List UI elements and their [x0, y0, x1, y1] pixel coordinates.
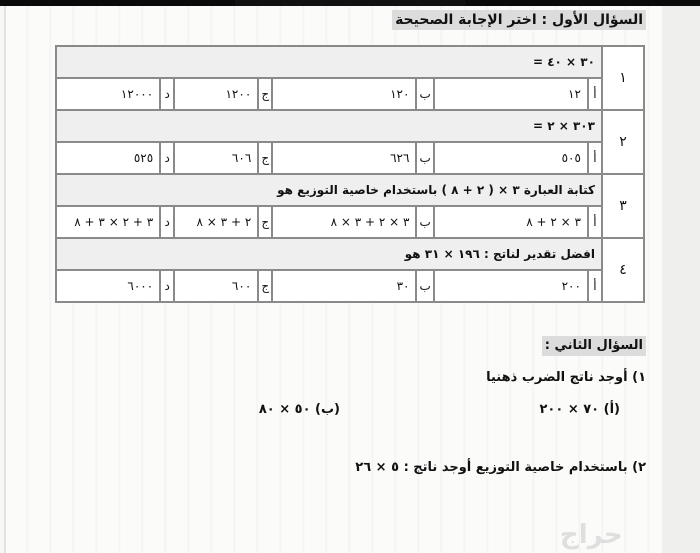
option-value[interactable]: ٥٢٥ [56, 142, 160, 174]
option-label: ج [258, 206, 272, 238]
option-value[interactable]: ٥٠٥ [434, 142, 588, 174]
options-row [56, 270, 644, 302]
option-value[interactable]: ٣ + ٢ × ٣ + ٨ [56, 206, 160, 238]
section2-q2-text: ٢) باستخدام خاصية التوزيع أوجد ناتج : ٥ × ٢٦ [355, 460, 646, 475]
question-stem: كتابة العبارة ٣ × ( ٢ + ٨ ) باستخدام خاصية التوزيع هو [56, 174, 602, 206]
option-value[interactable]: ١٢٠٠ [174, 78, 258, 110]
questions-table [55, 45, 645, 303]
option-label: ج [258, 270, 272, 302]
option-value[interactable]: ١٢ [434, 78, 588, 110]
option-label: ج [258, 142, 272, 174]
option-value[interactable]: ٦٠٦ [174, 142, 258, 174]
question-row [56, 174, 644, 206]
option-label: أ [588, 78, 602, 110]
option-label: د [160, 206, 174, 238]
option-value[interactable]: ٣٠ [272, 270, 416, 302]
option-value[interactable]: ٦٠٠٠ [56, 270, 160, 302]
option-label: أ [588, 142, 602, 174]
section2-title: السؤال الثاني : [542, 336, 646, 356]
question-stem: ٣٠٣ × ٢ = [56, 110, 602, 142]
option-label: د [160, 270, 174, 302]
option-label: ب [416, 206, 433, 238]
question-row [56, 238, 644, 270]
section2-q1-part-a: (أ) ٧٠ × ٢٠٠ [539, 402, 620, 417]
question-number: ٢ [602, 110, 644, 174]
section2-q1-part-b: (ب) ٥٠ × ٨٠ [258, 402, 340, 417]
option-value[interactable]: ٣ × ٢ + ٣ × ٨ [272, 206, 416, 238]
option-label: د [160, 142, 174, 174]
question-number: ٤ [602, 238, 644, 302]
question-stem: افضل تقدير لناتج : ١٩٦ × ٣١ هو [56, 238, 602, 270]
question-number: ١ [602, 46, 644, 110]
option-label: ب [416, 78, 433, 110]
section2-q1-text: ١) أوجد ناتج الضرب ذهنيا [486, 370, 646, 385]
question-row [56, 46, 644, 78]
option-label: ب [416, 142, 433, 174]
question-row [56, 110, 644, 142]
question-number: ٣ [602, 174, 644, 238]
option-value[interactable]: ١٢٠٠٠ [56, 78, 160, 110]
options-row [56, 142, 644, 174]
option-value[interactable]: ٢٠٠ [434, 270, 588, 302]
watermark-logo: حراج [560, 520, 623, 550]
option-value[interactable]: ٣ × ٢ + ٨ [434, 206, 588, 238]
section1-title: السؤال الأول : اختر الإجابة الصحيحة [392, 10, 646, 30]
options-row [56, 78, 644, 110]
option-value[interactable]: ١٢٠ [272, 78, 416, 110]
option-label: ج [258, 78, 272, 110]
question-stem: ٣٠ × ٤٠ = [56, 46, 602, 78]
option-value[interactable]: ٢ + ٣ × ٨ [174, 206, 258, 238]
option-label: أ [588, 206, 602, 238]
option-label: أ [588, 270, 602, 302]
options-row [56, 206, 644, 238]
option-label: ب [416, 270, 433, 302]
option-label: د [160, 78, 174, 110]
option-value[interactable]: ٦٠٠ [174, 270, 258, 302]
option-value[interactable]: ٦٢٦ [272, 142, 416, 174]
